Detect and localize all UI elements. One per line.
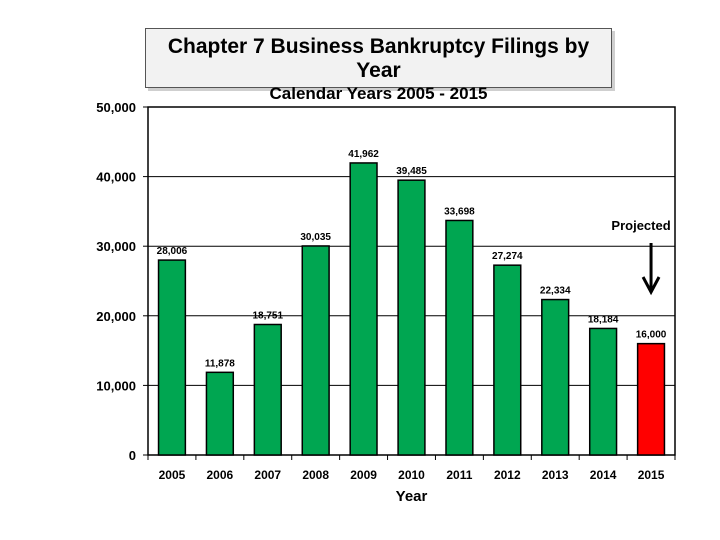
x-tick-label-2011: 2011 bbox=[446, 468, 473, 482]
x-tick-label-2013: 2013 bbox=[541, 468, 569, 482]
bar-2005 bbox=[159, 260, 186, 455]
data-label-2008: 30,035 bbox=[300, 231, 331, 243]
y-axis-ticks bbox=[96, 100, 148, 463]
y-tick-label: 20,000 bbox=[96, 308, 136, 324]
bar-2007 bbox=[254, 324, 281, 455]
data-label-2013: 22,334 bbox=[539, 285, 571, 297]
bar-2006 bbox=[206, 372, 233, 455]
data-label-2010: 39,485 bbox=[396, 166, 427, 178]
y-tick-label: 0 bbox=[128, 448, 136, 463]
data-label-2007: 18,751 bbox=[252, 310, 284, 322]
y-tick-label: 30,000 bbox=[96, 239, 136, 255]
chart-subtitle: Calendar Years 2005 - 2015 bbox=[269, 84, 488, 103]
bar-2009 bbox=[350, 163, 377, 455]
y-tick-label: 50,000 bbox=[96, 100, 136, 115]
bar-2015 bbox=[638, 344, 665, 455]
x-tick-label-2005: 2005 bbox=[158, 468, 186, 482]
bar-2013 bbox=[542, 300, 569, 455]
data-label-2014: 18,184 bbox=[587, 314, 619, 326]
bar-2012 bbox=[494, 265, 521, 455]
x-tick-label-2007: 2007 bbox=[254, 468, 282, 482]
data-label-2011: 33,698 bbox=[444, 206, 475, 218]
data-label-2009: 41,962 bbox=[348, 148, 379, 160]
data-label-2006: 11,878 bbox=[204, 358, 235, 370]
data-label-2005: 28,006 bbox=[156, 246, 188, 258]
x-tick-label-2015: 2015 bbox=[637, 468, 665, 482]
bar-2010 bbox=[398, 180, 425, 455]
bar-2008 bbox=[302, 246, 329, 455]
x-tick-label-2008: 2008 bbox=[302, 468, 330, 482]
x-tick-label-2009: 2009 bbox=[350, 468, 377, 482]
x-tick-label-2006: 2006 bbox=[206, 468, 234, 482]
data-label-2015: 16,000 bbox=[635, 329, 667, 341]
bar-2014 bbox=[590, 328, 617, 455]
bar-2011 bbox=[446, 220, 473, 455]
data-label-2012: 27,274 bbox=[492, 251, 523, 263]
x-tick-label-2012: 2012 bbox=[493, 468, 521, 482]
chart-title: Chapter 7 Business Bankruptcy Filings by Year bbox=[167, 35, 590, 82]
x-tick-label-2010: 2010 bbox=[398, 468, 425, 482]
y-tick-label: 10,000 bbox=[96, 378, 136, 394]
projected-label: Projected bbox=[611, 218, 671, 233]
x-axis-ticks bbox=[148, 455, 675, 482]
x-tick-label-2014: 2014 bbox=[589, 468, 617, 482]
x-axis-label: Year bbox=[395, 488, 428, 505]
y-tick-label: 40,000 bbox=[96, 169, 136, 185]
